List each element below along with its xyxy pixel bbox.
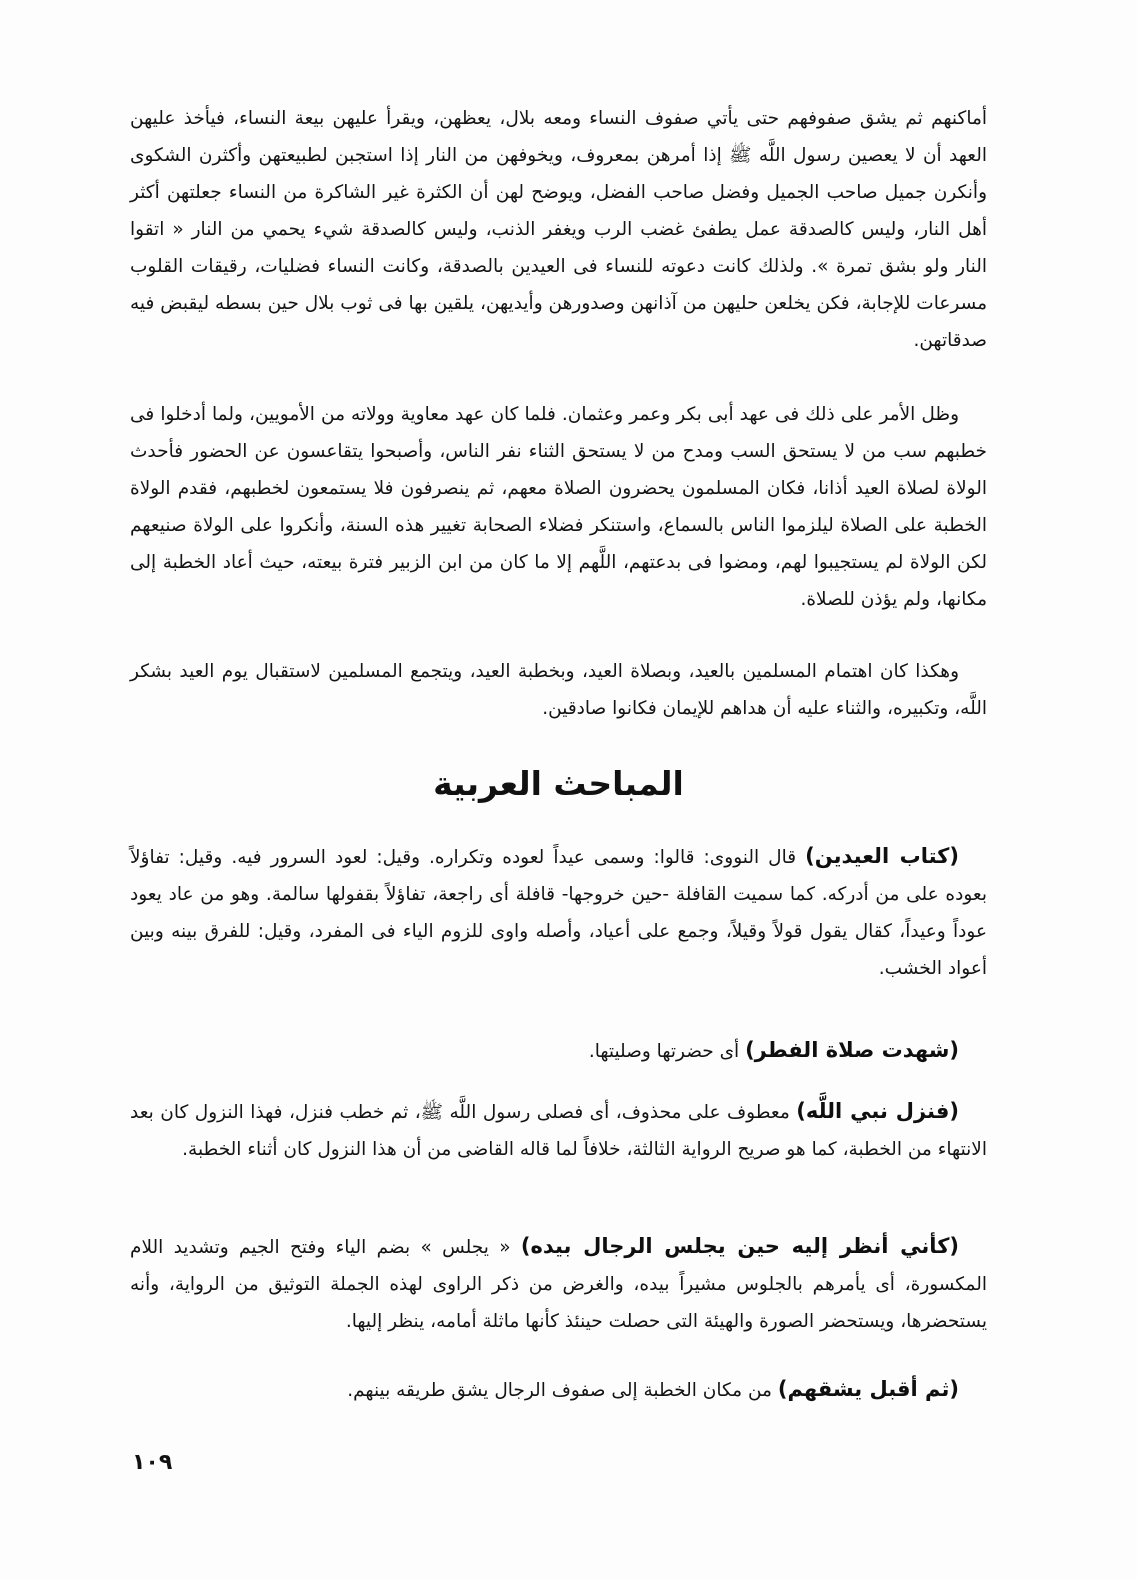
entry-paragraph xyxy=(130,838,987,987)
entry-term: (شهدت صلاة الفطر) xyxy=(745,1038,959,1062)
entry-text: أى حضرتها وصليتها. xyxy=(588,1041,746,1062)
paragraph-text: وظل الأمر على ذلك فى عهد أبى بكر وعمر وعثمان. فلما كان عهد معاوية وولاته من الأمويين، ولما أدخلوا فى خطبهم سب من لا يستحق السب ومدح من لا يستحق الثناء نفر الناس، وأصبحوا يتقاعسون عن الحضور فأحدث الولاة لصلاة العيد أذانا، فكان المسلمون يحضرون الصلاة معهم، ثم ينصرفون فلا يستمعون لخطبهم، فقدم الولاة الخطبة على الصلاة ليلزموا الناس بالسماع، واستنكر فضلاء الصحابة تغيير هذه السنة، وأنكروا على الولاة صنيعهم لكن الولاة لم يستجيبوا لهم، ومضوا فى بدعتهم، اللَّهم إلا ما كان من ابن الزبير فترة بيعته، حيث أعاد الخطبة إلى مكانها، ولم يؤذن للصلاة. xyxy=(130,404,987,610)
entry-text: من مكان الخطبة إلى صفوف الرجال يشق طريقه بينهم. xyxy=(347,1380,778,1401)
entry-term: (كتاب العيدين) xyxy=(805,844,959,868)
entry-paragraph xyxy=(130,1093,987,1168)
entry-text: معطوف على محذوف، أى فصلى رسول اللَّه ﷺ، ثم خطب فنزل، فهذا النزول كان بعد الانتهاء من الخطبة، كما هو صريح الرواية الثالثة، خلافاً لما قاله القاضى من أن هذا النزول كان أثناء الخطبة. xyxy=(130,1102,987,1160)
paragraph-text: وهكذا كان اهتمام المسلمين بالعيد، وبصلاة العيد، وبخطبة العيد، ويتجمع المسلمين لاستقبال يوم العيد بشكر اللَّه، وتكبيره، والثناء عليه أن هداهم للإيمان فكانوا صادقين. xyxy=(130,661,987,719)
entry-kaanni-anzuru xyxy=(130,1228,987,1340)
entry-text: قال النووى: قالوا: وسمى عيداً لعوده وتكراره. وقيل: لعود السرور فيه. وقيل: تفاؤلاً بعوده على من أدركه. كما سميت القافلة -حين خروجها- قافلة أى راجعة، تفاؤلاً بقفولها سالمة. وهو من عاد يعود عوداً وعيداً، كقال يقول قولاً وقيلاً، وجمع على أعياد، وأصله واوى للزوم الياء فى المفرد، وقيل: للفرق بينه وبين أعواد الخشب. xyxy=(130,847,987,979)
page-number: ١٠٩ xyxy=(132,1450,173,1475)
paragraph-women-sermon xyxy=(130,100,987,359)
entry-term: (كأني أنظر إليه حين يجلس الرجال بيده) xyxy=(520,1234,960,1258)
paragraph-text: أماكنهم ثم يشق صفوفهم حتى يأتي صفوف النساء ومعه بلال، يعظهن، ويقرأ عليهن بيعة النساء، فيأخذ عليهن العهد أن لا يعصين رسول اللَّه ﷺ إذا أمرهن بمعروف، ويخوفهن من النار إذا استجبن لطبيعتهن وأكثرن الشكوى وأنكرن جميل صاحب الجميل وفضل صاحب الفضل، ويوضح لهن أن الكثرة غير الشاكرة من النساء جعلتهن أكثر أهل النار، وليس كالصدقة عمل يطفئ غضب الرب ويغفر الذنب، وليس كالصدقة شيء يحمي من النار « اتقوا النار ولو بشق تمرة ». ولذلك كانت دعوته للنساء فى العيدين بالصدقة، وكانت النساء فضليات، رقيقات القلوب مسرعات للإجابة، فكن يخلعن حليهن من آذانهن وصدورهن وأيديهن، يلقين بها فى ثوب بلال حين بسطه ليقبض فيه صدقاتهن. xyxy=(130,108,987,351)
entry-text: « يجلس » بضم الياء وفتح الجيم وتشديد اللام المكسورة، أى يأمرهم بالجلوس مشيراً بيده، والغرض من ذكر الراوى لهذه الجملة التوثيق من الرواية، وأنه يستحضرها، ويستحضر الصورة والهيئة التى حصلت حينئذ كأنها ماثلة أمامه، ينظر إليها. xyxy=(130,1237,987,1332)
section-heading: المباحث العربية xyxy=(433,764,684,803)
entry-thumma-aqbala xyxy=(130,1371,987,1409)
entry-fa-nazala xyxy=(130,1093,987,1168)
paragraph-eid-conclusion xyxy=(130,653,987,727)
entry-shahidtu-salat-al-fitr xyxy=(130,1032,987,1070)
entry-paragraph xyxy=(130,1032,987,1070)
entry-term: (ثم أقبل يشقهم) xyxy=(777,1377,959,1401)
entry-kitab-al-eidain xyxy=(130,838,987,987)
paragraph-umayyad-era xyxy=(130,396,987,618)
entry-paragraph xyxy=(130,1371,987,1409)
entry-paragraph xyxy=(130,1228,987,1340)
entry-term: (فنزل نبي اللَّه) xyxy=(796,1099,959,1123)
